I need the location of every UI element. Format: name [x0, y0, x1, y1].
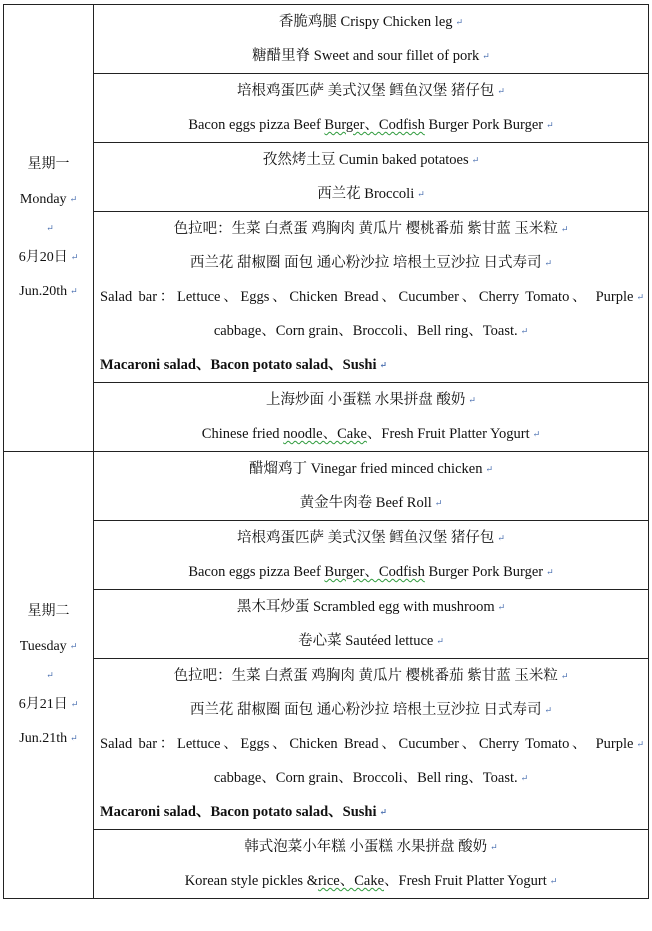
menu-line-text: 黄金牛肉卷 Beef Roll [299, 495, 432, 511]
menu-line-text: Macaroni salad、Bacon potato salad、Sushi [100, 804, 377, 820]
menu-section-cell [94, 212, 649, 383]
menu-line-text: 上海炒面 小蛋糕 水果拼盘 酸奶 [266, 392, 466, 408]
menu-row [4, 659, 649, 830]
paragraph-mark-icon: ↵ [434, 498, 443, 508]
paragraph-mark-icon: ↵ [485, 464, 493, 474]
paragraph-mark-icon: ↵ [497, 533, 505, 543]
paragraph-mark-icon: ↵ [560, 224, 569, 234]
paragraph-mark-icon: ↵ [636, 739, 644, 749]
paragraph-mark-icon: ↵ [379, 807, 388, 817]
menu-section-cell [94, 5, 649, 74]
paragraph-mark-icon: ↵ [436, 636, 444, 646]
spellcheck-underline: Burger、Codfish [324, 117, 425, 133]
day-cell [4, 5, 94, 452]
paragraph-mark-icon: ↵ [468, 395, 476, 405]
menu-row [4, 830, 649, 899]
menu-line-text: Bacon eggs pizza Beef Burger、Codfish Burger Pork Burger [188, 117, 544, 133]
paragraph-mark-icon: ↵ [471, 155, 480, 165]
menu-row [4, 383, 649, 452]
paragraph-mark-icon: ↵ [70, 252, 79, 262]
menu-section-cell [94, 659, 649, 830]
paragraph-mark-icon: ↵ [546, 120, 554, 130]
day-cell [4, 452, 94, 899]
date-cn: 6月21日 [18, 697, 68, 712]
day-name-cn: 星期一 [27, 157, 70, 172]
menu-section-cell [94, 143, 649, 212]
paragraph-mark-icon: ↵ [497, 602, 506, 612]
menu-line-text: Korean style pickles &rice、Cake、Fresh Fruit Platter Yogurt [184, 873, 547, 889]
menu-row [4, 5, 649, 74]
menu-section-cell [94, 590, 649, 659]
menu-row [4, 212, 649, 383]
paragraph-mark-icon: ↵ [520, 773, 529, 783]
paragraph-mark-icon: ↵ [520, 326, 529, 336]
menu-line-text: 卷心菜 Sautéed lettuce [298, 633, 434, 649]
menu-row [4, 590, 649, 659]
menu-row [4, 452, 649, 521]
menu-line-text: 色拉吧：生菜 白煮蛋 鸡胸肉 黄瓜片 樱桃番茄 紫甘蓝 玉米粒 [173, 221, 558, 237]
menu-line-text: Salad bar：Lettuce、Eggs、Chicken Bread、Cucumber、Cherry Tomato、 Purple [100, 736, 634, 752]
paragraph-mark-icon: ↵ [532, 429, 541, 439]
date-en: Jun.20th [19, 284, 68, 299]
menu-line-text: 孜然烤土豆 Cumin baked potatoes [262, 152, 469, 168]
menu-line-text: 韩式泡菜小年糕 小蛋糕 水果拼盘 酸奶 [244, 839, 488, 855]
paragraph-mark-icon: ↵ [69, 194, 78, 204]
paragraph-mark-icon: ↵ [497, 86, 505, 96]
paragraph-mark-icon: ↵ [455, 17, 464, 27]
spellcheck-underline: noodle、Cake [283, 426, 367, 442]
spellcheck-underline: rice、Cake [317, 873, 385, 889]
menu-line-text: 培根鸡蛋匹萨 美式汉堡 鳕鱼汉堡 猪仔包 [237, 530, 495, 546]
menu-line-text: 黑木耳炒蛋 Scrambled egg with mushroom [236, 599, 495, 615]
paragraph-mark-icon: ↵ [560, 671, 569, 681]
menu-section-cell [94, 521, 649, 590]
paragraph-mark-icon: ↵ [636, 292, 644, 302]
paragraph-mark-icon: ↵ [379, 360, 388, 370]
menu-section-cell [94, 452, 649, 521]
paragraph-mark-icon: ↵ [70, 733, 78, 743]
menu-line-text: 醋熘鸡丁 Vinegar fried minced chicken [248, 461, 483, 477]
menu-line-text: 西兰花 甜椒圈 面包 通心粉沙拉 培根土豆沙拉 日式寿司 [189, 702, 542, 718]
paragraph-mark-icon: ↵ [417, 189, 425, 199]
paragraph-mark-icon: ↵ [482, 51, 490, 61]
menu-line-text: cabbage、Corn grain、Broccoli、Bell ring、Toast. [213, 770, 518, 786]
menu-section-cell [94, 383, 649, 452]
paragraph-mark-icon: ↵ [70, 286, 78, 296]
menu-section-cell [94, 830, 649, 899]
menu-line-text: 西兰花 甜椒圈 面包 通心粉沙拉 培根土豆沙拉 日式寿司 [189, 255, 542, 271]
menu-row [4, 74, 649, 143]
menu-line-text: 色拉吧：生菜 白煮蛋 鸡胸肉 黄瓜片 樱桃番茄 紫甘蓝 玉米粒 [173, 668, 558, 684]
menu-line-text: 香脆鸡腿 Crispy Chicken leg [278, 14, 453, 30]
day-name-cn: 星期二 [27, 604, 70, 619]
paragraph-mark-icon: ↵ [46, 223, 54, 233]
menu-line-text: Bacon eggs pizza Beef Burger、Codfish Burger Pork Burger [188, 564, 544, 580]
menu-row [4, 521, 649, 590]
menu-row [4, 143, 649, 212]
date-cn: 6月20日 [18, 250, 68, 265]
menu-line-text: Salad bar：Lettuce、Eggs、Chicken Bread、Cucumber、Cherry Tomato、 Purple [100, 289, 634, 305]
menu-line-text: 西兰花 Broccoli [317, 186, 415, 202]
menu-line-text: 糖醋里脊 Sweet and sour fillet of pork [252, 48, 480, 64]
spellcheck-underline: Burger、Codfish [324, 564, 425, 580]
menu-section-cell [94, 74, 649, 143]
menu-table [3, 4, 649, 899]
paragraph-mark-icon: ↵ [70, 699, 79, 709]
paragraph-mark-icon: ↵ [546, 567, 554, 577]
menu-line-text: Macaroni salad、Bacon potato salad、Sushi [100, 357, 377, 373]
day-name-en: Tuesday [19, 639, 67, 654]
paragraph-mark-icon: ↵ [549, 876, 558, 886]
menu-line-text: Chinese fried noodle、Cake、Fresh Fruit Platter Yogurt [201, 426, 530, 442]
paragraph-mark-icon: ↵ [544, 258, 553, 268]
date-en: Jun.21th [19, 731, 68, 746]
menu-line-text: 培根鸡蛋匹萨 美式汉堡 鳕鱼汉堡 猪仔包 [237, 83, 495, 99]
paragraph-mark-icon: ↵ [69, 641, 78, 651]
paragraph-mark-icon: ↵ [46, 670, 54, 680]
paragraph-mark-icon: ↵ [544, 705, 553, 715]
day-name-en: Monday [19, 192, 67, 207]
menu-line-text: cabbage、Corn grain、Broccoli、Bell ring、Toast. [213, 323, 518, 339]
paragraph-mark-icon: ↵ [490, 842, 498, 852]
